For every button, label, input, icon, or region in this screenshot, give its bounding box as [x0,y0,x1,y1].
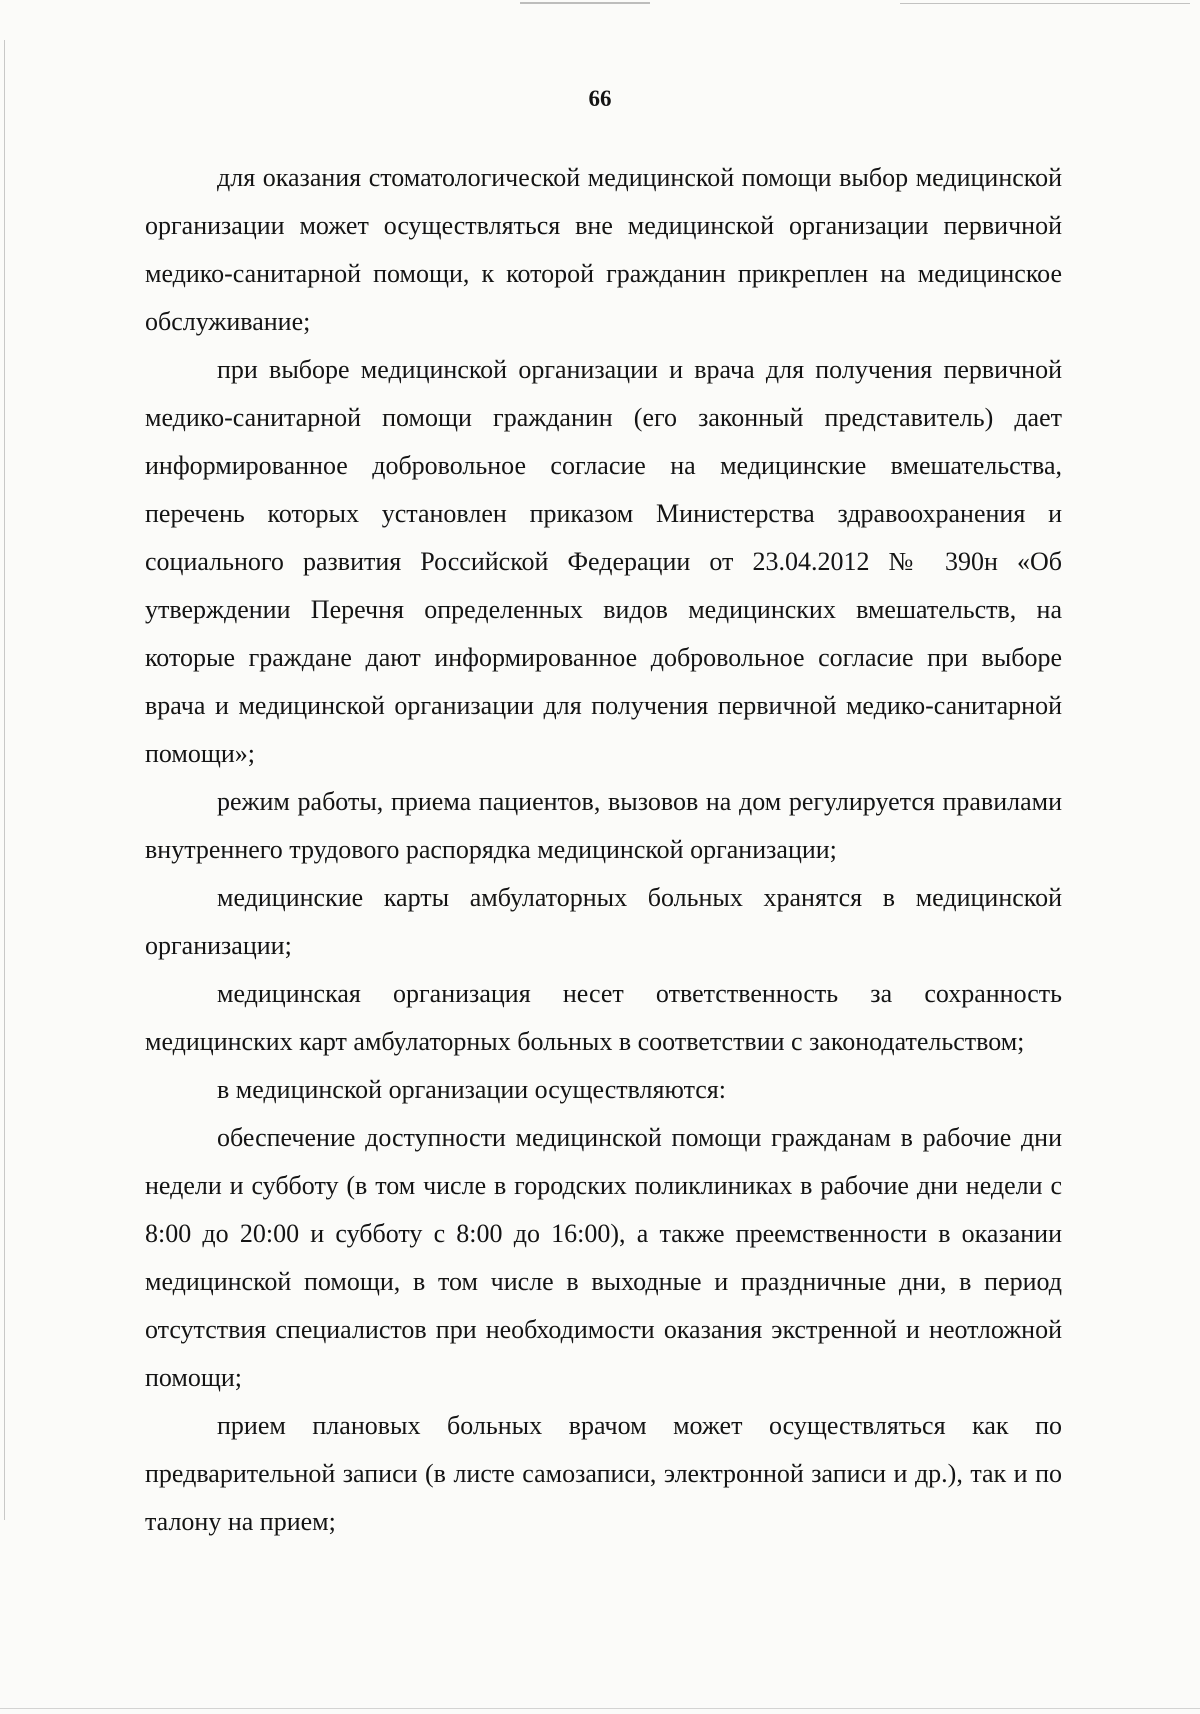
scan-edge-top-right [900,3,1190,4]
paragraph: режим работы, приема пациентов, вызовов на дом регулируется правилами внутреннего трудового распорядка медицинской организации; [145,787,1062,864]
paragraph: для оказания стоматологической медицинской помощи выбор медицинской организации может осуществляться вне медицинской организации первичной медико-санитарной помощи, к которой гражданин прикреплен на медицинское обслуживание; [145,163,1062,336]
paragraph: при выборе медицинской организации и врача для получения первичной медико-санитарной помощи гражданин (его законный представитель) дает информированное добровольное согласие на медицинские вмешательства, перечень которых установлен приказом Министерства здравоохранения и социального развития Российской Федерации от 23.04.2012 № 390н «Об утверждении Перечня определенных видов медицинских вмешательств, на которые граждане дают информированное добровольное согласие при выборе врача и медицинской организации для получения первичной медико-санитарной помощи»; [145,355,1062,768]
text-column [145,154,1062,1546]
page-number: 66 [588,86,612,111]
scan-edge-left [4,40,5,1520]
paragraph: в медицинской организации осуществляются: [217,1075,726,1104]
paragraph: медицинская организация несет ответственность за сохранность медицинских карт амбулаторных больных в соответствии с законодательством; [145,979,1062,1056]
paragraph: медицинские карты амбулаторных больных хранятся в медицинской организации; [145,883,1062,960]
paragraph: обеспечение доступности медицинской помощи гражданам в рабочие дни недели и субботу (в том числе в городских поликлиниках в рабочие дни недели с 8:00 до 20:00 и субботу с 8:00 до 16:00), а также преемственности в оказании медицинской помощи, в том числе в выходные и праздничные дни, в период отсутствия специалистов при необходимости оказания экстренной и неотложной помощи; [145,1123,1062,1392]
scan-edge-bottom [0,1708,1200,1709]
scan-edge-top [520,2,650,4]
paragraph: прием плановых больных врачом может осуществляться как по предварительной записи (в листе самозаписи, электронной записи и др.), так и по талону на прием; [145,1411,1062,1536]
